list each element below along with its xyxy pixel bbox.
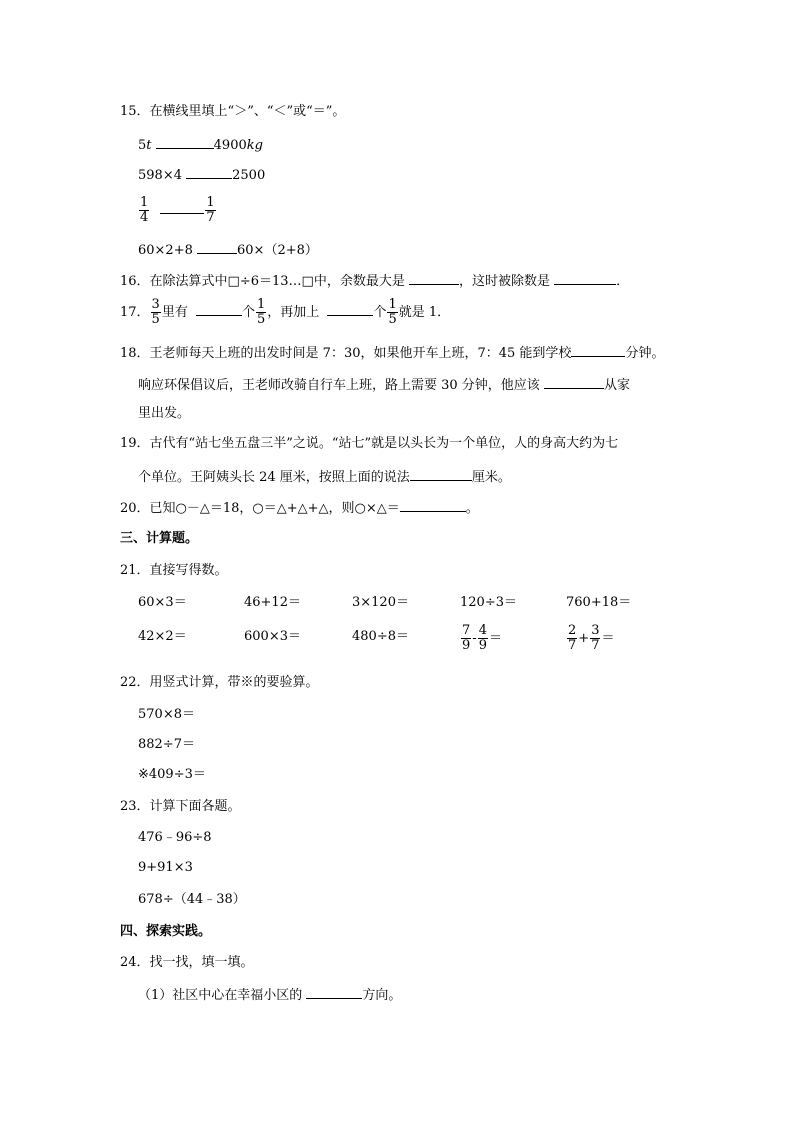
q15-d-left: 60×2+8 <box>138 243 193 258</box>
q19-blank[interactable] <box>410 466 472 481</box>
fraction-numerator: 1 <box>206 195 215 210</box>
q22-item-2: 882÷7＝ <box>138 737 195 752</box>
section-4-heading: 四、探索实践。 <box>120 924 212 939</box>
q19-line-1: 19．古代有“站七坐五盘三半”之说。“站七”就是以头长为一个单位，人的身高大约为七 <box>120 436 619 451</box>
q15-item-a <box>138 134 263 156</box>
q23-prompt: 23．计算下面各题。 <box>120 799 241 814</box>
fraction-numerator: 3 <box>591 623 600 638</box>
fraction-denominator: 7 <box>568 638 577 653</box>
q24-sub1-b: 方向。 <box>362 988 402 1003</box>
q15-a-right-unit: kg <box>246 138 263 153</box>
q22-item-1: 570×8＝ <box>138 707 195 722</box>
fraction <box>478 624 488 653</box>
q21-r1-c1: 60×3＝ <box>138 595 187 610</box>
q15-b-blank[interactable] <box>186 164 232 179</box>
q22-item-3: ※409÷3＝ <box>138 767 206 782</box>
q16-part1: 16．在除法算式中□÷6＝13…□中，余数最大是 <box>120 274 405 289</box>
q17-fraction-1 <box>151 298 161 327</box>
fraction-denominator: 7 <box>591 638 600 653</box>
fraction-numerator: 3 <box>151 297 160 312</box>
q16 <box>120 270 629 292</box>
q21-prompt: 21．直接写得数。 <box>120 563 228 578</box>
q20 <box>120 497 479 519</box>
q18-line-1 <box>120 342 664 364</box>
q15-d-blank[interactable] <box>197 239 237 254</box>
q15-item-b <box>138 164 265 186</box>
q21-r1-c4: 120÷3＝ <box>460 595 517 610</box>
q18-l1-a: 18．王老师每天上班的出发时间是 7：30，如果他开车上班，7：45 能到学校 <box>120 346 572 361</box>
fraction-numerator: 4 <box>478 623 487 638</box>
q16-part3: ． <box>616 274 630 289</box>
fraction-numerator: 1 <box>140 195 149 210</box>
q17-prefix: 17． <box>120 305 150 320</box>
q24-sub-1 <box>138 984 401 1006</box>
equals: ＝ <box>601 631 615 646</box>
q16-part2: ，这时被除数是 <box>458 274 550 289</box>
q21-r2-c3: 480÷8＝ <box>352 629 409 644</box>
q19-l2-b: 厘米。 <box>471 470 511 485</box>
fraction-denominator: 7 <box>206 210 215 225</box>
fraction-numerator: 1 <box>257 297 266 312</box>
q15-a-blank[interactable] <box>156 134 214 149</box>
fraction-denominator: 4 <box>140 210 149 225</box>
q16-blank-1[interactable] <box>409 270 459 285</box>
q15-a-left: 5 <box>138 138 147 153</box>
fraction-denominator: 5 <box>151 312 160 327</box>
q15-c-left-fraction <box>139 196 149 225</box>
q18-blank-2[interactable] <box>544 374 604 389</box>
q20-a: 20．已知○－△＝18，○＝△+△+△，则○×△＝ <box>120 501 400 516</box>
q17-fraction-2 <box>256 298 266 327</box>
q18-l2-b: 从家 <box>603 378 630 393</box>
q18-line-3: 里出发。 <box>138 406 191 421</box>
q16-blank-2[interactable] <box>554 270 616 285</box>
q24-sub1-a: （1）社区中心在幸福小区的 <box>138 988 303 1003</box>
q21-r2-c2: 600×3＝ <box>244 629 301 644</box>
q15-c-blank[interactable] <box>160 199 204 214</box>
fraction <box>567 624 577 653</box>
q17-text2: 个 <box>241 305 255 320</box>
q15-item-d <box>138 239 318 261</box>
q17-text3: ，再加上 <box>267 305 320 320</box>
q20-blank[interactable] <box>400 497 466 512</box>
q17-text4: 个 <box>373 305 387 320</box>
fraction <box>461 624 471 653</box>
q21-r1-c2: 46+12＝ <box>244 595 301 610</box>
fraction-denominator: 9 <box>478 638 487 653</box>
q24-blank[interactable] <box>306 984 362 999</box>
q21-r1-c3: 3×120＝ <box>352 595 409 610</box>
q18-blank-1[interactable] <box>571 342 625 357</box>
q23-item-1: 476﹣96÷8 <box>138 830 212 845</box>
q17-fraction-3 <box>387 298 397 327</box>
operator: - <box>472 631 477 646</box>
q15-b-left: 598×4 <box>138 168 182 183</box>
q21-r2-c1: 42×2＝ <box>138 629 187 644</box>
q18-line-2 <box>138 374 630 396</box>
section-3-heading: 三、计算题。 <box>120 531 199 546</box>
q18-l1-b: 分钟。 <box>625 346 665 361</box>
q15-d-right: 60×（2+8） <box>237 243 318 258</box>
q19-l2-a: 个单位。王阿姨头长 24 厘米，按照上面的说法 <box>138 470 410 485</box>
q18-l2-a: 响应环保倡议后，王老师改骑自行车上班，路上需要 30 分钟，他应该 <box>138 378 540 393</box>
fraction <box>590 624 600 653</box>
q15-c-right-fraction <box>205 196 215 225</box>
fraction-numerator: 1 <box>388 297 397 312</box>
fraction-denominator: 5 <box>388 312 397 327</box>
q17-text1: 里有 <box>161 305 188 320</box>
q22-prompt: 22．用竖式计算，带※的要验算。 <box>120 675 319 690</box>
fraction-numerator: 2 <box>568 623 577 638</box>
q19-line-2 <box>138 466 511 488</box>
equals: ＝ <box>488 631 502 646</box>
q17 <box>120 296 450 330</box>
fraction-denominator: 5 <box>257 312 266 327</box>
q17-blank-2[interactable] <box>327 301 373 316</box>
q15-a-left-unit: t <box>146 138 152 153</box>
q15-a-right: 4900 <box>213 138 247 153</box>
q15-b-right: 2500 <box>232 168 266 183</box>
q17-blank-1[interactable] <box>196 301 242 316</box>
q20-b: 。 <box>465 501 479 516</box>
q21-r1-c5: 760+18＝ <box>566 595 632 610</box>
q15-prompt: 15．在横线里填上“＞”、“＜”或“＝”。 <box>120 104 346 119</box>
q23-item-3: 678÷（44﹣38） <box>138 892 246 907</box>
q21-r2-c5 <box>566 622 614 656</box>
q24-prompt: 24．找一找，填一填。 <box>120 955 254 970</box>
q17-text5: 就是 1． <box>398 305 451 320</box>
fraction-denominator: 9 <box>462 638 471 653</box>
q23-item-2: 9+91×3 <box>138 860 193 875</box>
q15-item-c <box>138 194 217 228</box>
q21-r2-c4 <box>460 622 502 656</box>
operator: + <box>578 631 590 646</box>
fraction-numerator: 7 <box>462 623 471 638</box>
